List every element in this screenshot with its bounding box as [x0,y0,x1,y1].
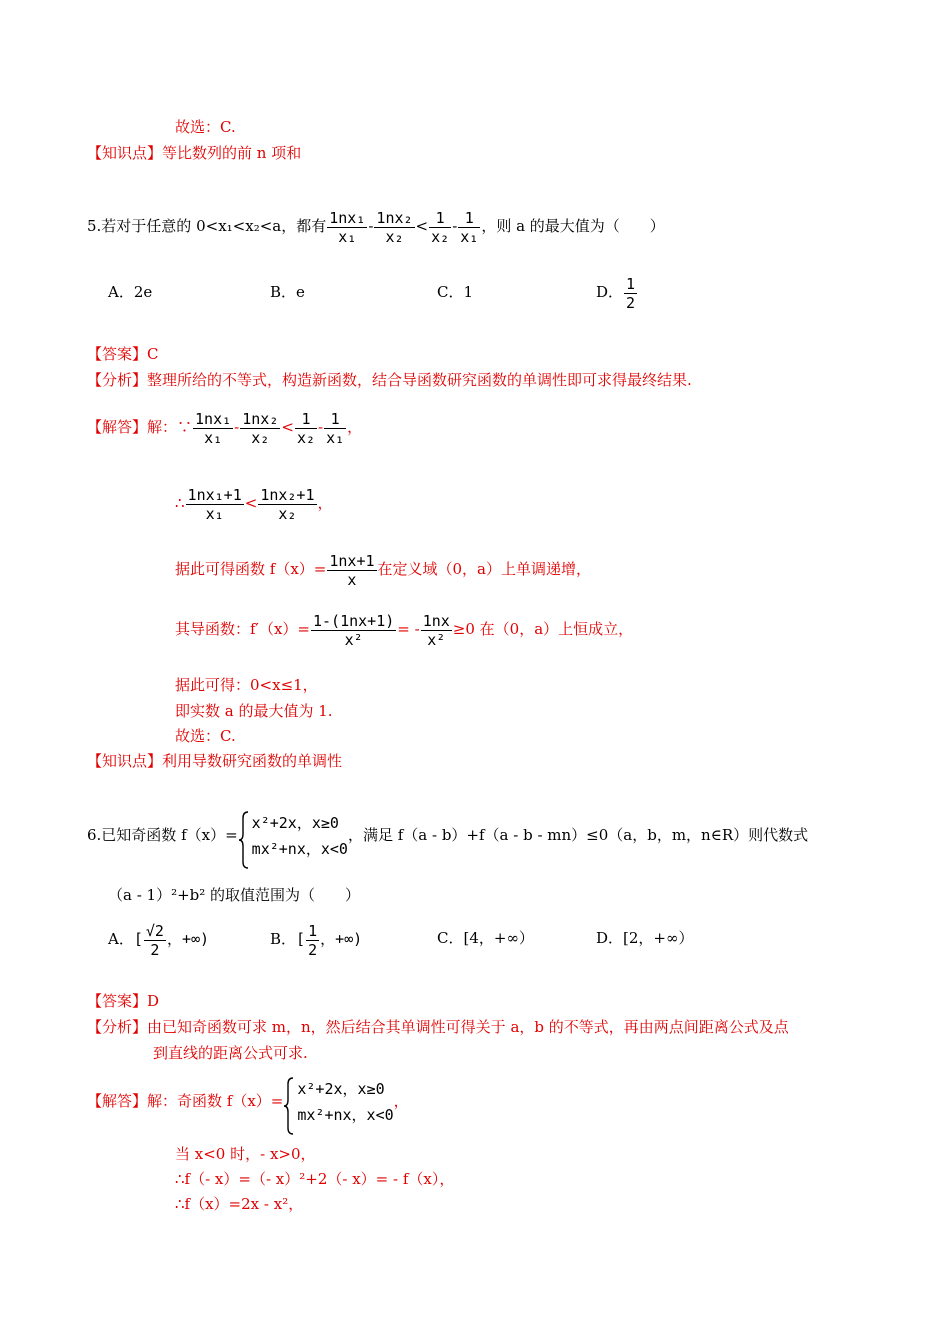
q5-option-d [596,270,638,314]
frac-den: x₂ [374,227,414,246]
frac-den: 2 [308,940,318,959]
q6-answer-line [87,991,159,1011]
frac-den: x₂ [431,227,450,246]
q5-analysis-line [87,370,692,390]
sol2-frac-2 [258,486,316,523]
q5-option-c: C．1 [437,283,474,301]
brace-icon [238,810,250,870]
s3-frac [327,552,376,589]
frac-den: x₁ [326,428,345,447]
frac-den: 2 [144,940,166,959]
q6-solution-line-3: ∴f（- x）=（- x）²+2（- x）= - f（x）， [175,1170,455,1188]
frac-num: 1nx₁ [329,208,366,227]
q5-answer-line [87,344,159,364]
frac-den: x₁ [460,227,479,246]
frac-num: 1nx [422,611,450,630]
frac-num: 1 [301,409,311,428]
option-a-tail: ，+∞) [166,930,210,948]
frac-den: x₂ [240,428,280,447]
frac-den: x² [311,630,396,649]
q6-option-d: D．[2，+∞） [596,929,694,947]
q5-solution-line-7: 故选：C. [175,727,236,745]
q6-stem-line-2: （a - 1）²+b² 的取值范围为（ ） [108,886,361,904]
q5-solution-line-4 [175,607,633,651]
frac-num: √2 [145,921,164,940]
q5-solution-line-2: ∴ $\frac{\text{1nx₁+1}}{\text{x₁}}$ < $\frac{\text{1nx₂+1}}{\text{x₂}}$ ， [175,485,333,523]
frac-num: 1 [626,274,636,293]
answer-tag: 【答案】 [87,345,148,363]
q6-solution-line-1 [87,1071,409,1131]
knowledge-text: 等比数列的前 n 项和 [162,144,302,162]
q6-option-a: A．[ $\frac{√2}{2}$ ，+∞) [108,921,210,959]
frac-num: 1 [464,208,474,227]
sol-frac-4 [324,410,346,447]
s4-post: ≥0 在（0，a）上恒成立， [452,620,634,638]
q5-option-b: B．e [270,283,305,301]
s3-post: 在定义域（0，a）上单调递增， [377,560,592,578]
q6-stem-pre: 6.已知奇函数 f（x）= [87,826,238,844]
frac-den: x₁ [186,504,244,523]
q6-piecewise [238,810,348,862]
frac-den: x₁ [193,428,233,447]
q5-frac-4 [458,209,480,246]
option-label: A． [108,930,134,948]
frac-den: x₁ [327,227,367,246]
frac-num: 1nx₁ [195,409,232,428]
s4-frac-1 [311,612,396,649]
frac-num: 1nx₂ [242,409,279,428]
solution-intro: 解：奇函数 f（x）= [147,1092,284,1110]
option-d-frac [624,275,637,312]
q5-stem: 5.若对于任意的 0<x₁<x₂<a，都有 $\frac{\text{1nx₁}}{\text{x₁}}$ - $\frac{\text{1nx₂}}{\text{x₂}}$ < $\frac{1}{\text{x₂}}$ - $\frac{1}{\text{x₁}}$ ，则 a 的最大值为（ ） [87,208,665,246]
frac-num: 1-(1nx+1) [313,611,395,630]
frac-den: x [327,570,376,589]
q5-stem-pre: 5.若对于任意的 0<x₁<x₂<a，都有 [87,217,327,235]
frac-num: 1nx₂+1 [260,485,315,504]
solution-intro: 解：∵ [147,418,193,436]
s4-mid: = - [397,620,420,638]
analysis-tag: 【分析】 [87,371,148,389]
s3-pre: 据此可得函数 f（x）= [175,560,327,578]
option-label: B． [270,930,297,948]
therefore: ∴ [175,494,185,512]
piece-row-1: x²+2x，x≥0 [251,814,339,832]
q6-option-b: B．[ $\frac{1}{2}$ ，+∞) [270,921,363,959]
solution-intro-end: ， [393,1092,409,1110]
q6-stem [87,805,808,865]
q5-solution-line-1: 【解答】解：∵ $\frac{\text{1nx₁}}{\text{x₁}}$ - $\frac{\text{1nx₂}}{\text{x₂}}$ < $\frac{1}{\text{x₂}}$ - $\frac{1}{\text{x₁}}$ ， [87,409,363,447]
q6-analysis-line-2: 到直线的距离公式可求. [153,1044,308,1062]
frac-num: 1 [435,208,445,227]
analysis-text: 由已知奇函数可求 m，n，然后结合其单调性可得关于 a，b 的不等式，再由两点间距离公式及点 [147,1018,789,1036]
knowledge-text: 利用导数研究函数的单调性 [162,752,343,770]
option-b-frac [306,922,319,959]
q5-frac-3 [429,209,451,246]
sol-frac-1 [193,410,233,447]
knowledge-tag: 【知识点】 [87,144,163,162]
s4-pre: 其导函数：f′（x）= [175,620,310,638]
frac-num: 1nx+1 [329,551,375,570]
q5-solution-line-3 [175,547,591,591]
q5-option-a: A．2e [108,283,153,301]
solution-tag: 【解答】 [87,1092,148,1110]
analysis-text: 整理所给的不等式，构造新函数，结合导函数研究函数的单调性即可求得最终结果. [147,371,692,389]
sol2-frac-1 [186,486,244,523]
q5-frac-2 [374,209,414,246]
frac-den: 2 [626,293,636,312]
q6-analysis-line-1 [87,1017,789,1037]
choose-line: 故选：C. [175,118,236,136]
option-label: D． [596,283,624,301]
frac-num: 1 [330,409,340,428]
frac-num: 1nx₂ [376,208,413,227]
option-a-frac [144,922,166,959]
q6-solution-line-4: ∴f（x）=2x - x²， [175,1195,304,1213]
q6-solution-line-2: 当 x<0 时，- x>0， [175,1145,316,1163]
answer-value: D [147,992,160,1010]
q5-solution-line-5: 据此可得：0<x≤1， [175,676,318,694]
q6-option-c: C．[4，+∞） [437,929,534,947]
answer-value: C [147,345,159,363]
frac-num: 1 [308,921,318,940]
q5-frac-1 [327,209,367,246]
analysis-tag: 【分析】 [87,1018,148,1036]
sol-frac-3 [295,410,317,447]
frac-den: x₂ [258,504,316,523]
piece-row-2: mx²+nx，x<0 [251,840,348,858]
sol-frac-2 [240,410,280,447]
q5-stem-post: ，则 a 的最大值为（ ） [481,217,665,235]
knowledge-tag: 【知识点】 [87,752,163,770]
frac-den: x² [421,630,452,649]
s4-frac-2 [421,612,452,649]
knowledge-point-line [87,143,301,163]
piece-row-1: x²+2x，x≥0 [297,1080,385,1098]
q5-solution-line-6: 即实数 a 的最大值为 1. [175,702,333,720]
option-b-tail: ，+∞) [320,930,363,948]
q5-knowledge-point-line [87,751,342,771]
piece-row-2: mx²+nx，x<0 [297,1106,394,1124]
frac-den: x₂ [296,428,315,447]
q6-stem-post: ，满足 f（a - b）+f（a - b - mn）≤0（a，b，m，n∈R）则代数式 [347,826,809,844]
sol-piecewise [283,1076,393,1128]
answer-tag: 【答案】 [87,992,148,1010]
frac-num: 1nx₁+1 [187,485,242,504]
brace-icon [283,1076,295,1136]
solution-tag: 【解答】 [87,418,148,436]
